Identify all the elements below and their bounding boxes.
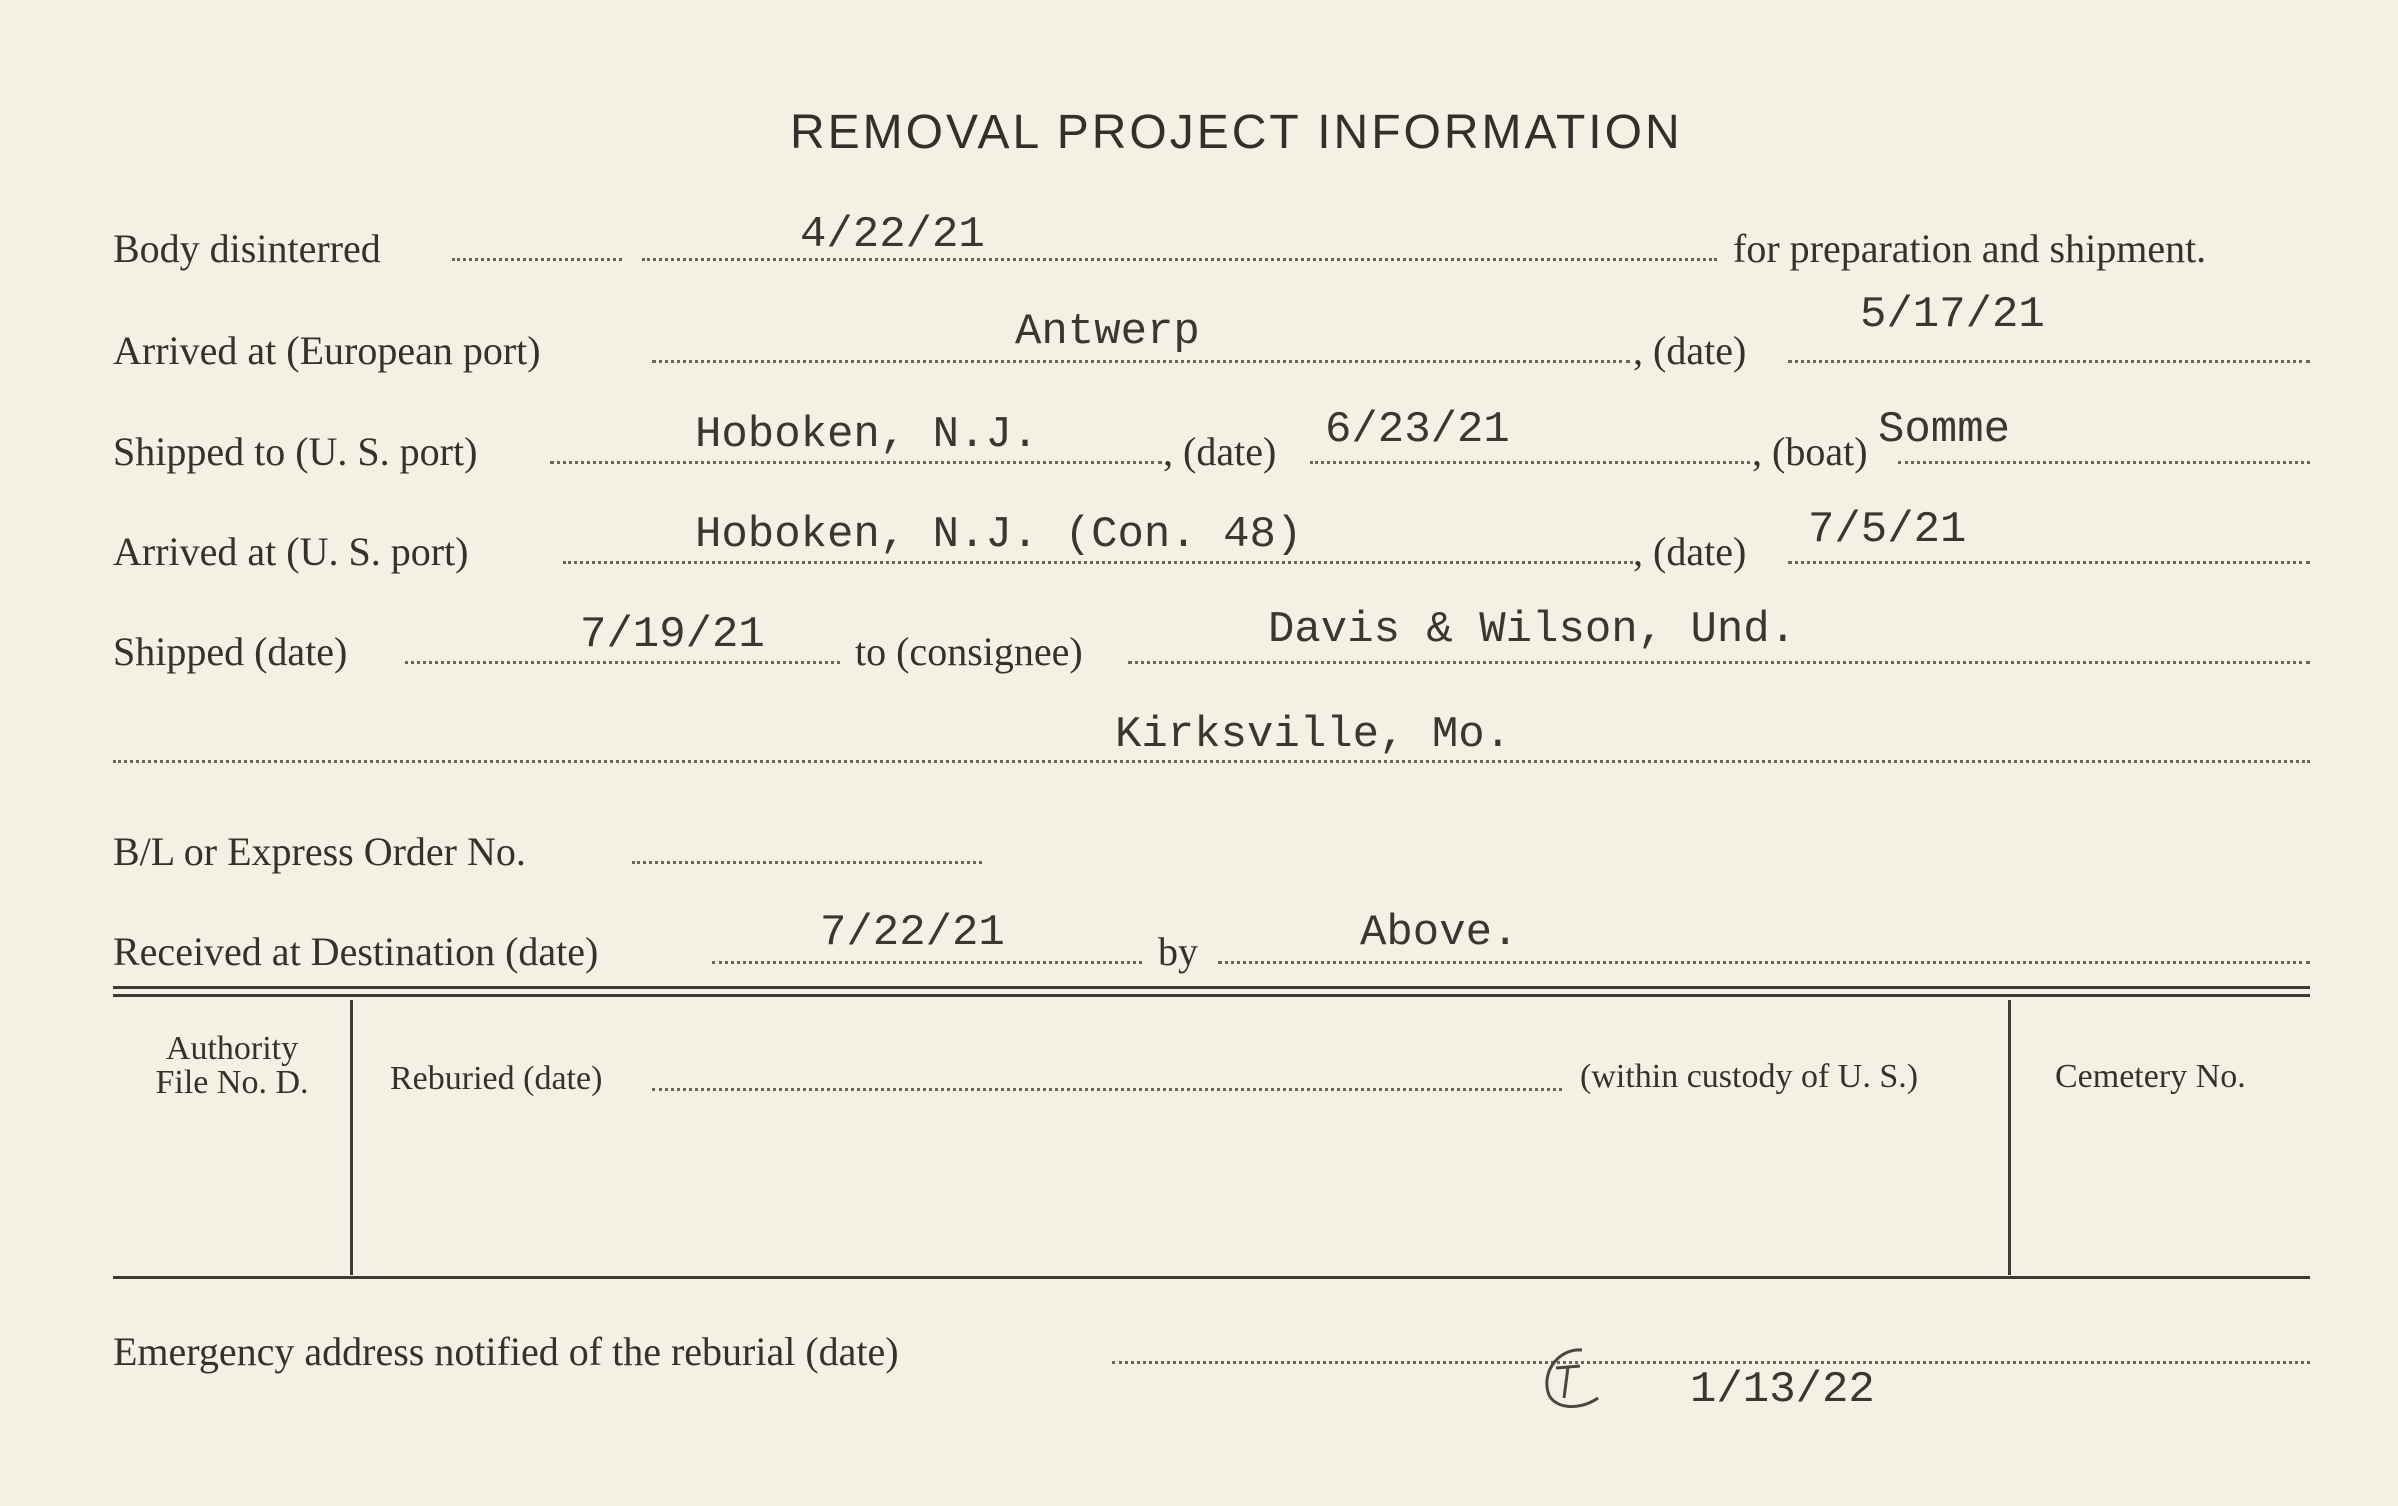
consignee-address-line <box>113 760 2310 763</box>
us-shipped-date-value: 6/23/21 <box>1325 405 1510 455</box>
disinterred-line-a <box>452 258 622 261</box>
us-port-arrived-line <box>563 561 1633 564</box>
box-bottom-rule <box>113 1276 2310 1279</box>
boat-label: , (boat) <box>1752 429 1868 474</box>
european-port-value: Antwerp <box>1015 307 1200 357</box>
european-date-value: 5/17/21 <box>1860 290 2045 340</box>
received-label: Received at Destination (date) <box>113 929 599 974</box>
card-title: REMOVAL PROJECT INFORMATION <box>790 106 1683 159</box>
shipped-date-label: Shipped (date) <box>113 629 348 674</box>
received-by-value: Above. <box>1360 908 1519 958</box>
cemetery-label: Cemetery No. <box>2055 1058 2246 1095</box>
european-date-line <box>1788 360 2310 363</box>
shipped-date-line <box>405 661 840 664</box>
us-shipped-date-line <box>1310 461 1750 464</box>
bl-label: B/L or Express Order No. <box>113 829 526 874</box>
received-date-line <box>712 961 1142 964</box>
received-date-value: 7/22/21 <box>820 908 1005 958</box>
box-top-rule-2 <box>113 994 2310 997</box>
us-arrived-date-value: 7/5/21 <box>1808 505 1967 555</box>
emergency-label: Emergency address notified of the reburial (date) <box>113 1329 899 1374</box>
consignee-line <box>1128 661 2310 664</box>
reburied-line <box>652 1088 1562 1091</box>
authority-label-line1: Authority <box>165 1030 299 1067</box>
reburied-label: Reburied (date) <box>390 1060 603 1097</box>
consignee-label: to (consignee) <box>855 629 1083 674</box>
european-port-line <box>652 360 1630 363</box>
consignee-address-value: Kirksville, Mo. <box>1115 710 1512 760</box>
us-arrived-date-label: , (date) <box>1633 529 1747 574</box>
boat-line <box>1898 461 2310 464</box>
disinterred-suffix: for preparation and shipment. <box>1733 226 2207 271</box>
disinterred-label: Body disinterred <box>113 226 381 271</box>
box-divider-left <box>350 1000 353 1275</box>
us-port-shipped-value: Hoboken, N.J. <box>695 410 1039 460</box>
us-port-arrived-value: Hoboken, N.J. (Con. 48) <box>695 510 1303 560</box>
bl-line <box>632 861 982 864</box>
consignee-value: Davis & Wilson, Und. <box>1268 605 1797 655</box>
us-shipped-date-label: , (date) <box>1163 429 1277 474</box>
disinterred-date: 4/22/21 <box>800 210 985 260</box>
us-port-shipped-label: Shipped to (U. S. port) <box>113 429 478 474</box>
emergency-date-value: 1/13/22 <box>1690 1365 1875 1415</box>
authority-label-line2: File No. D. <box>155 1064 309 1101</box>
emergency-line <box>1112 1361 2310 1364</box>
boat-value: Somme <box>1878 405 2011 455</box>
us-port-arrived-label: Arrived at (U. S. port) <box>113 529 469 574</box>
european-date-label: , (date) <box>1633 328 1747 373</box>
european-port-label: Arrived at (European port) <box>113 328 541 373</box>
us-arrived-date-line <box>1788 561 2310 564</box>
received-by-label: by <box>1158 929 1198 974</box>
us-port-shipped-line <box>550 461 1162 464</box>
received-by-line <box>1218 961 2310 964</box>
initial-mark-icon <box>1520 1340 1610 1420</box>
custody-label: (within custody of U. S.) <box>1580 1058 1919 1095</box>
shipped-date-value: 7/19/21 <box>580 610 765 660</box>
box-divider-right <box>2008 1000 2011 1275</box>
box-top-rule-1 <box>113 986 2310 989</box>
